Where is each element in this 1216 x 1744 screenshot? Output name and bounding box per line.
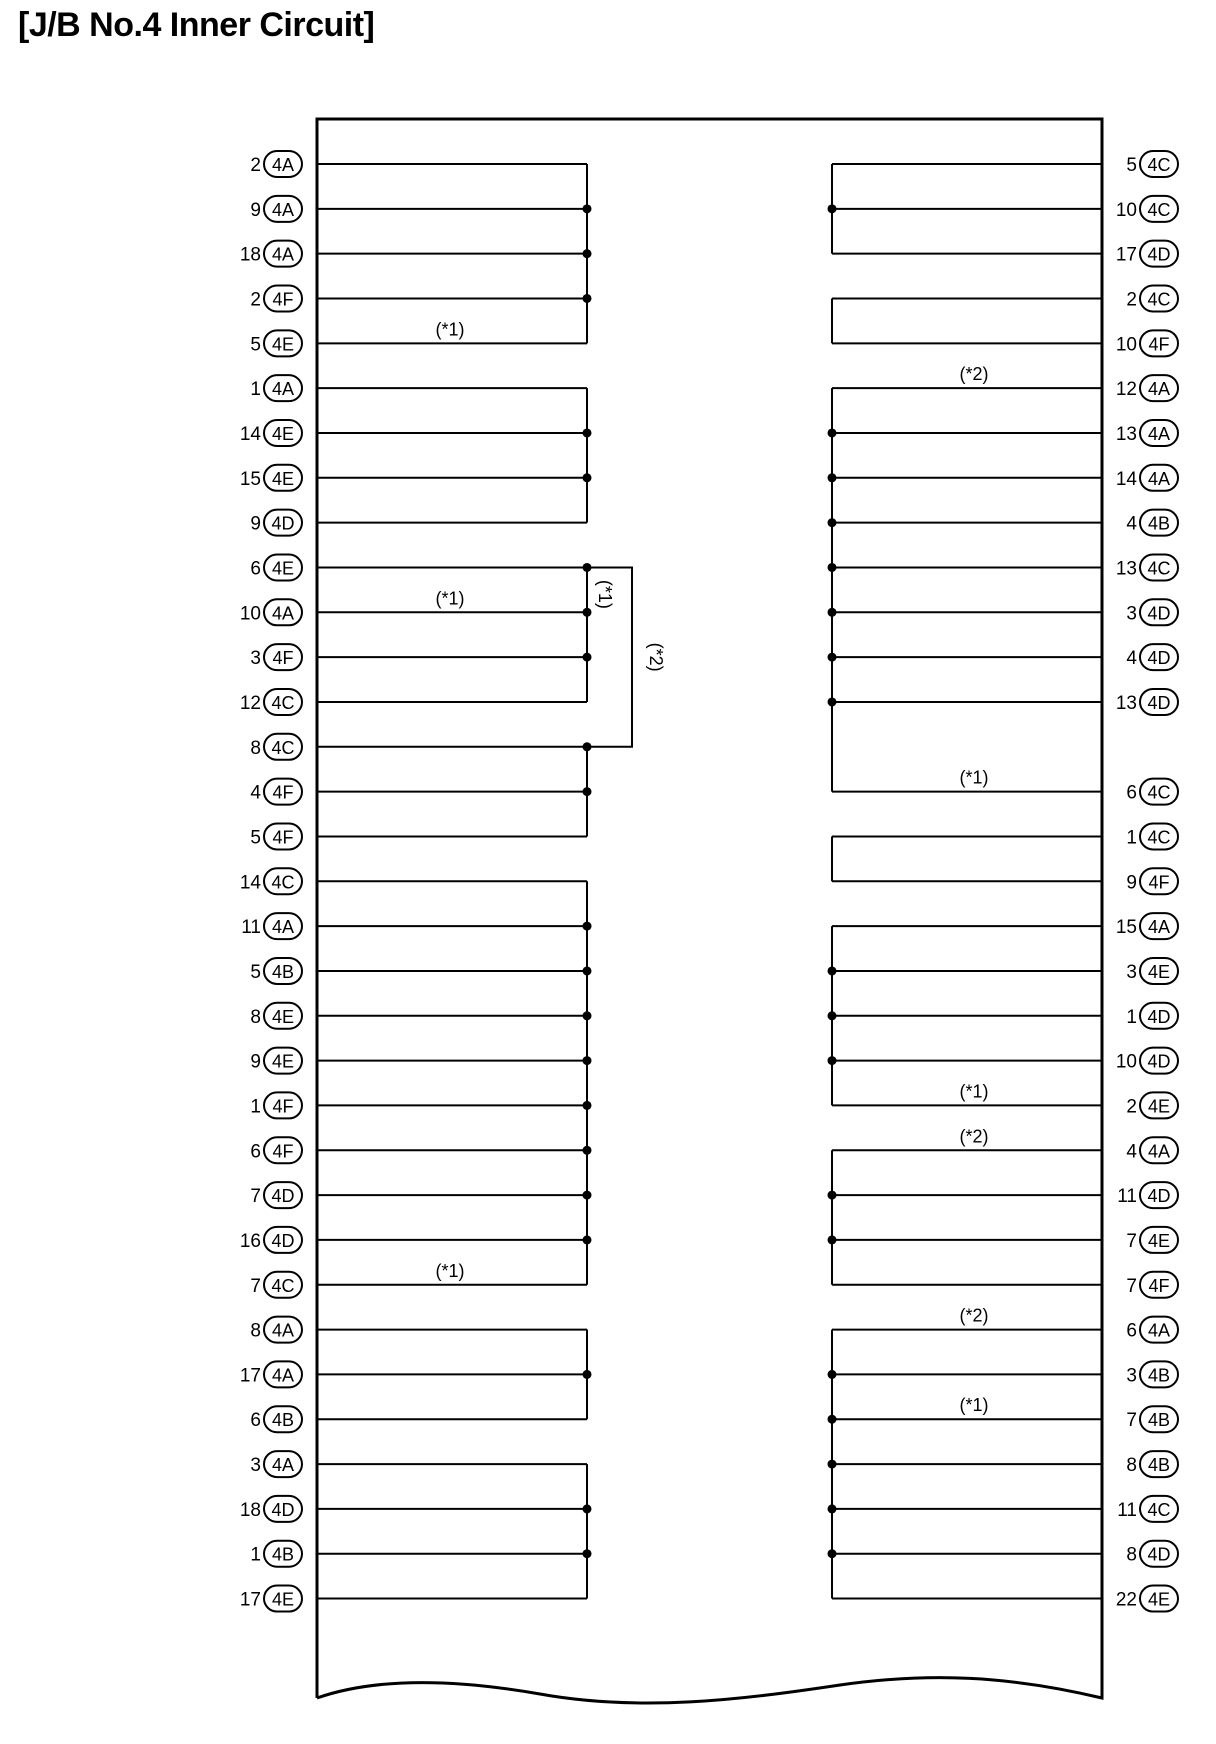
pin-number: 6 xyxy=(250,558,261,580)
pin-number: 8 xyxy=(1126,1455,1137,1477)
connector-id: 4A xyxy=(271,244,295,265)
note-label: (*1) xyxy=(595,579,615,609)
pin-number: 1 xyxy=(250,379,261,401)
junction-dot xyxy=(583,204,592,213)
pin-label-right xyxy=(1126,779,1178,805)
junction-dot xyxy=(828,1235,837,1244)
pin-number: 8 xyxy=(250,1320,261,1342)
junction-dot xyxy=(583,1101,592,1110)
pin-number: 18 xyxy=(239,244,261,266)
connector-id: 4A xyxy=(271,379,295,400)
pin-number: 9 xyxy=(250,1051,261,1073)
connector-id: 4B xyxy=(1147,1455,1171,1476)
junction-dot xyxy=(828,653,837,662)
junction-dot xyxy=(828,608,837,617)
junction-dot xyxy=(583,742,592,751)
pin-label-left xyxy=(250,1272,302,1298)
connector-id: 4A xyxy=(1147,1141,1171,1162)
pin-label-right xyxy=(1126,510,1178,536)
junction-dot xyxy=(828,563,837,572)
junction-dots xyxy=(583,204,837,1558)
junction-dot xyxy=(828,473,837,482)
connector-id: 4E xyxy=(271,1589,295,1610)
pin-number: 6 xyxy=(1126,782,1137,804)
note-label: (*2) xyxy=(959,1126,989,1147)
pin-number: 8 xyxy=(250,737,261,759)
pin-label-left xyxy=(240,689,302,715)
pin-label-left xyxy=(250,1406,302,1432)
pin-number: 22 xyxy=(1115,1589,1137,1611)
pin-number: 9 xyxy=(250,513,261,535)
junction-dot xyxy=(828,1011,837,1020)
pin-label-right xyxy=(1126,1541,1178,1567)
connector-id: 4D xyxy=(1147,603,1171,624)
connector-id: 4D xyxy=(271,513,295,534)
pin-label-left xyxy=(250,1317,302,1343)
connector-id: 4C xyxy=(1147,782,1171,803)
pin-label-right xyxy=(1126,1451,1178,1477)
pin-label-right xyxy=(1126,823,1178,849)
note-label: (*1) xyxy=(959,1081,989,1102)
connector-id: 4F xyxy=(272,827,294,848)
pin-number: 10 xyxy=(1115,199,1137,221)
connector-id: 4A xyxy=(1147,468,1171,489)
connector-id: 4C xyxy=(271,692,295,713)
connector-id: 4A xyxy=(271,155,295,175)
junction-dot xyxy=(828,1415,837,1424)
pin-number: 5 xyxy=(250,334,261,356)
connector-id: 4A xyxy=(1147,379,1171,400)
pin-number: 17 xyxy=(239,1365,261,1387)
junction-block-frame xyxy=(317,119,1102,1703)
note-label: (*2) xyxy=(959,364,989,385)
pin-label-right xyxy=(1116,465,1178,491)
pin-label-right xyxy=(1126,599,1178,625)
pin-number: 1 xyxy=(250,1544,261,1566)
connector-id: 4E xyxy=(1147,1589,1171,1610)
connector-id: 4A xyxy=(1147,423,1171,444)
pin-label-left xyxy=(250,644,302,670)
pin-number: 6 xyxy=(250,1410,261,1432)
pin-number: 17 xyxy=(1115,244,1137,266)
junction-dot xyxy=(583,608,592,617)
pin-label-left xyxy=(240,868,302,894)
pin-label-left xyxy=(240,465,302,491)
pin-number: 6 xyxy=(250,1141,261,1163)
pin-number: 1 xyxy=(250,1096,261,1118)
pin-number: 10 xyxy=(1115,334,1137,356)
connector-id: 4C xyxy=(1147,155,1171,175)
pin-label-right xyxy=(1126,1317,1178,1343)
junction-dot xyxy=(828,1191,837,1200)
connector-id: 4C xyxy=(1147,558,1171,579)
pin-number: 9 xyxy=(250,199,261,221)
pin-number: 4 xyxy=(1126,648,1137,670)
pin-label-right xyxy=(1116,196,1178,222)
connector-id: 4F xyxy=(272,289,294,310)
connector-id: 4E xyxy=(271,1006,295,1027)
connector-id: 4C xyxy=(271,872,295,893)
pin-number: 2 xyxy=(1126,289,1137,311)
connector-id: 4F xyxy=(1148,334,1170,355)
junction-dot xyxy=(583,428,592,437)
pin-label-left xyxy=(250,1182,302,1208)
pin-label-right xyxy=(1117,1496,1178,1522)
pin-label-left xyxy=(250,196,302,222)
connector-id: 4E xyxy=(271,558,295,579)
junction-dot xyxy=(583,1146,592,1155)
pin-number: 5 xyxy=(250,961,261,983)
pin-number: 3 xyxy=(1126,1365,1137,1387)
junction-dot xyxy=(828,204,837,213)
connector-id: 4D xyxy=(1147,1544,1171,1565)
pin-label-left xyxy=(240,1496,302,1522)
pin-number: 7 xyxy=(250,1186,261,1208)
note-label: (*1) xyxy=(959,1395,989,1416)
note-label: (*1) xyxy=(435,588,465,609)
note-label: (*2) xyxy=(959,1305,989,1326)
connector-id: 4E xyxy=(271,334,295,355)
connector-id: 4E xyxy=(271,423,295,444)
pin-number: 13 xyxy=(1115,692,1137,714)
pin-label-right xyxy=(1116,241,1178,267)
pin-label-left xyxy=(250,823,302,849)
pin-number: 5 xyxy=(1126,155,1137,176)
pin-label-right xyxy=(1116,330,1178,356)
pin-label-right xyxy=(1116,375,1178,401)
junction-dot xyxy=(828,1460,837,1469)
connector-id: 4A xyxy=(271,1365,295,1386)
pin-label-right xyxy=(1126,1003,1178,1029)
connector-id: 4E xyxy=(271,468,295,489)
pin-number: 13 xyxy=(1115,558,1137,580)
pin-label-left xyxy=(250,1092,302,1118)
connector-id: 4D xyxy=(1147,648,1171,669)
connector-id: 4D xyxy=(271,1186,295,1207)
connector-id: 4A xyxy=(271,603,295,624)
pin-label-right xyxy=(1126,1137,1178,1163)
connector-id: 4C xyxy=(1147,199,1171,220)
note-label: (*1) xyxy=(959,767,989,788)
pin-label-right xyxy=(1116,1048,1178,1074)
junction-dot xyxy=(583,563,592,572)
pin-label-left xyxy=(241,913,302,939)
pin-number: 11 xyxy=(241,917,261,939)
junction-dot xyxy=(828,966,837,975)
pin-number: 7 xyxy=(1126,1410,1137,1432)
junction-dot xyxy=(828,1504,837,1513)
pin-number: 12 xyxy=(1115,379,1137,401)
pin-label-right xyxy=(1126,644,1178,670)
connector-id: 4C xyxy=(1147,289,1171,310)
pin-number: 4 xyxy=(1126,513,1137,535)
pin-label-left xyxy=(250,1048,302,1074)
connector-id: 4C xyxy=(271,737,295,758)
junction-dot xyxy=(828,428,837,437)
connector-id: 4A xyxy=(1147,1320,1171,1341)
pin-number: 10 xyxy=(239,603,261,625)
pin-number: 3 xyxy=(250,648,261,670)
connector-id: 4A xyxy=(1147,917,1171,938)
pin-label-right xyxy=(1116,420,1178,446)
connector-id: 4C xyxy=(271,1275,295,1296)
annotations xyxy=(435,319,988,1415)
pin-label-left xyxy=(250,375,302,401)
pin-label-right xyxy=(1126,1361,1178,1387)
pin-label-right xyxy=(1126,868,1178,894)
pin-label-left xyxy=(250,779,302,805)
connector-id: 4A xyxy=(271,1320,295,1341)
pin-number: 17 xyxy=(239,1589,261,1611)
connector-id: 4F xyxy=(1148,1275,1170,1296)
pin-label-left xyxy=(250,554,302,580)
connector-id: 4D xyxy=(271,1499,295,1520)
connector-id: 4A xyxy=(271,199,295,220)
pin-label-left xyxy=(240,1361,302,1387)
pin-label-left xyxy=(250,330,302,356)
pin-label-left xyxy=(250,510,302,536)
pin-number: 13 xyxy=(1115,423,1137,445)
pin-label-left xyxy=(250,1541,302,1567)
pin-number: 3 xyxy=(1126,961,1137,983)
pin-number: 15 xyxy=(1115,917,1137,939)
pin-number: 10 xyxy=(1115,1051,1137,1073)
connector-id: 4D xyxy=(1147,692,1171,713)
connector-id: 4C xyxy=(1147,827,1171,848)
pin-label-left xyxy=(250,734,302,760)
diagram-title: [J/B No.4 Inner Circuit] xyxy=(18,6,375,44)
pin-number: 18 xyxy=(239,1499,261,1521)
pin-number: 9 xyxy=(1126,872,1137,894)
pin-number: 1 xyxy=(1126,827,1137,849)
pin-number: 4 xyxy=(1126,1141,1137,1163)
junction-dot xyxy=(583,787,592,796)
pin-label-right xyxy=(1126,958,1178,984)
pin-label-right xyxy=(1117,1182,1178,1208)
pin-number: 2 xyxy=(250,289,261,311)
pin-label-right xyxy=(1126,1272,1178,1298)
junction-dot xyxy=(583,473,592,482)
junction-dot xyxy=(583,249,592,258)
connector-id: 4F xyxy=(1148,872,1170,893)
pin-label-left xyxy=(250,1003,302,1029)
pin-label-left xyxy=(250,151,302,177)
junction-dot xyxy=(583,1011,592,1020)
junction-dot xyxy=(583,1235,592,1244)
connector-id: 4E xyxy=(1147,961,1171,982)
pin-label-left xyxy=(240,1586,302,1612)
pin-label-left xyxy=(250,1451,302,1477)
connector-id: 4B xyxy=(271,1410,295,1431)
pin-label-right xyxy=(1116,689,1178,715)
junction-dot xyxy=(828,1056,837,1065)
junction-dot xyxy=(583,1056,592,1065)
note-label: (*1) xyxy=(435,319,465,340)
pin-number: 14 xyxy=(239,423,261,445)
pin-number: 8 xyxy=(250,1006,261,1028)
pin-number: 11 xyxy=(1117,1186,1137,1208)
junction-dot xyxy=(583,922,592,931)
pin-number: 5 xyxy=(250,827,261,849)
connector-id: 4F xyxy=(272,782,294,803)
connector-id: 4D xyxy=(271,1230,295,1251)
pin-label-right xyxy=(1126,151,1178,177)
pin-label-right xyxy=(1116,913,1178,939)
junction-dot xyxy=(583,966,592,975)
connector-id: 4F xyxy=(272,648,294,669)
pin-number: 2 xyxy=(1126,1096,1137,1118)
junction-dot xyxy=(828,1549,837,1558)
pin-label-left xyxy=(240,420,302,446)
connector-id: 4D xyxy=(1147,1006,1171,1027)
pin-number: 3 xyxy=(250,1455,261,1477)
pin-label-left xyxy=(250,285,302,311)
junction-dot xyxy=(583,1549,592,1558)
junction-dot xyxy=(828,518,837,527)
connector-id: 4B xyxy=(1147,513,1171,534)
connector-id: 4E xyxy=(271,1051,295,1072)
pin-label-right xyxy=(1126,1406,1178,1432)
connector-id: 4D xyxy=(1147,1051,1171,1072)
pin-label-right xyxy=(1126,1092,1178,1118)
pin-number: 2 xyxy=(250,155,261,176)
pin-label-left xyxy=(240,599,302,625)
pin-number: 14 xyxy=(1115,468,1137,490)
pin-number: 4 xyxy=(250,782,261,804)
connector-id: 4D xyxy=(1147,1186,1171,1207)
connector-id: 4B xyxy=(1147,1410,1171,1431)
junction-dot xyxy=(583,1370,592,1379)
pin-number: 3 xyxy=(1126,603,1137,625)
connector-id: 4C xyxy=(1147,1499,1171,1520)
pin-number: 8 xyxy=(1126,1544,1137,1566)
connector-id: 4B xyxy=(271,961,295,982)
pin-label-right xyxy=(1126,1227,1178,1253)
connector-id: 4E xyxy=(1147,1096,1171,1117)
connector-id: 4A xyxy=(271,1455,295,1476)
connector-id: 4B xyxy=(271,1544,295,1565)
pin-label-left xyxy=(240,241,302,267)
connector-id: 4B xyxy=(1147,1365,1171,1386)
pin-number: 16 xyxy=(239,1230,261,1252)
pin-label-right xyxy=(1116,554,1178,580)
connector-id: 4A xyxy=(271,917,295,938)
pin-number: 7 xyxy=(1126,1230,1137,1252)
pin-label-right xyxy=(1126,285,1178,311)
junction-dot xyxy=(828,1370,837,1379)
junction-dot xyxy=(583,294,592,303)
pin-label-left xyxy=(240,1227,302,1253)
connector-id: 4E xyxy=(1147,1230,1171,1251)
pin-number: 6 xyxy=(1126,1320,1137,1342)
junction-dot xyxy=(828,697,837,706)
junction-dot xyxy=(583,653,592,662)
pin-number: 12 xyxy=(239,692,261,714)
pin-number: 7 xyxy=(1126,1275,1137,1297)
note-label: (*1) xyxy=(435,1260,465,1281)
bridge-label: (*2) xyxy=(646,642,666,672)
junction-dot xyxy=(583,1504,592,1513)
pin-number: 7 xyxy=(250,1275,261,1297)
pin-number: 1 xyxy=(1126,1006,1137,1028)
pin-label-left xyxy=(250,958,302,984)
connector-id: 4F xyxy=(272,1141,294,1162)
pin-label-right xyxy=(1116,1586,1178,1612)
connector-id: 4F xyxy=(272,1096,294,1117)
pin-label-left xyxy=(250,1137,302,1163)
pin-number: 14 xyxy=(239,872,261,894)
connector-id: 4D xyxy=(1147,244,1171,265)
pin-number: 15 xyxy=(239,468,261,490)
block-outline xyxy=(317,119,1102,1703)
pin-number: 11 xyxy=(1117,1499,1137,1521)
junction-dot xyxy=(583,1191,592,1200)
